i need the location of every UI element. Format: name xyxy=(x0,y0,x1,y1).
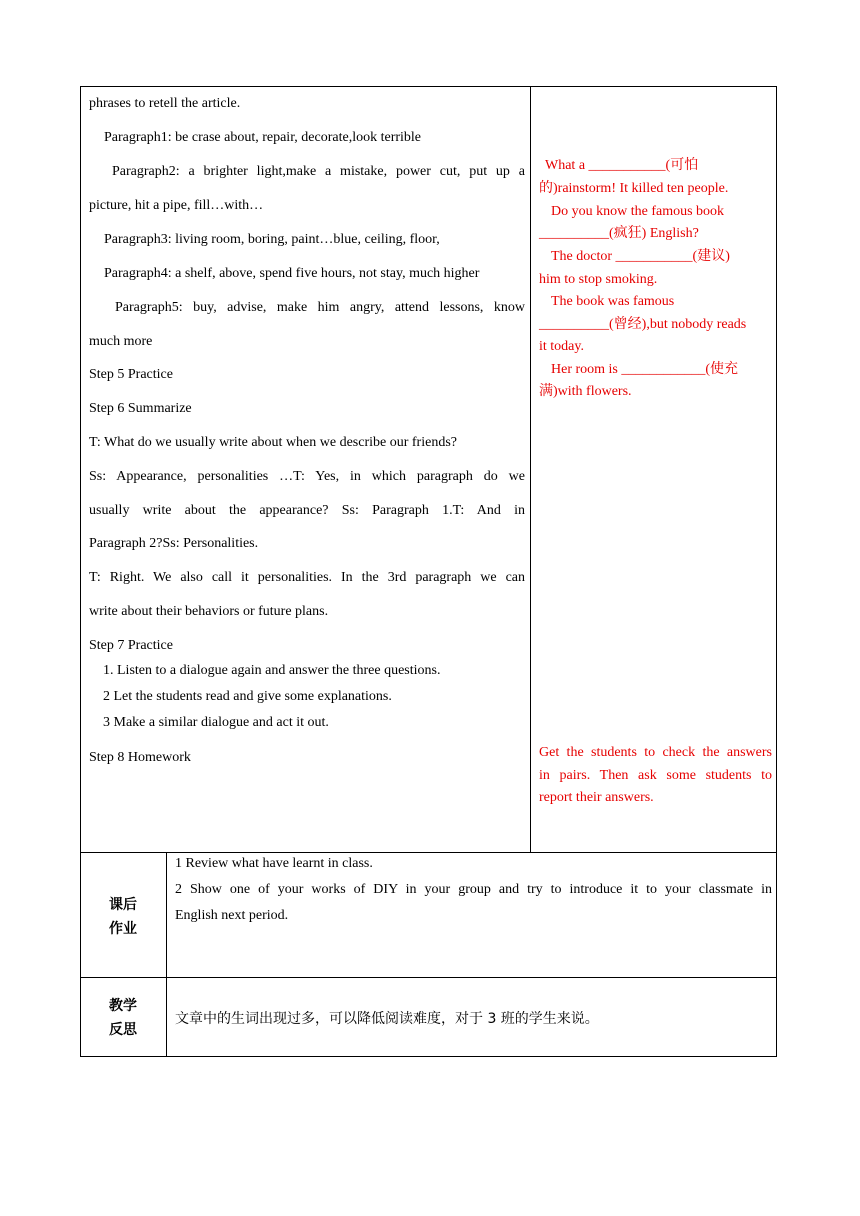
text-line: T: What do we usually write about when we describe our friends? xyxy=(89,435,457,450)
text-line: Paragraph 2?Ss: Personalities. xyxy=(89,536,259,551)
exercise-line: The book was famous xyxy=(551,294,675,309)
exercise-line: Her room is ____________(使充 xyxy=(551,362,739,377)
exercise-line: it today. xyxy=(539,339,584,354)
reflection-label-line: 教学 xyxy=(109,998,137,1014)
exercise-line: him to stop smoking. xyxy=(539,272,658,287)
exercise-line: Do you know the famous book xyxy=(551,204,725,219)
row-divider-1 xyxy=(80,852,777,853)
label-divider xyxy=(166,852,167,1057)
exercise-line: 的)rainstorm! It killed ten people. xyxy=(539,181,729,196)
teacher-note-line: in pairs. Then ask some students to xyxy=(539,768,772,783)
text-line: picture, hit a pipe, fill…with… xyxy=(89,198,264,213)
text-line: T: Right. We also call it personalities. In the 3rd paragraph we can xyxy=(89,570,525,585)
column-divider xyxy=(530,86,531,853)
text-line: Ss: Appearance, personalities …T: Yes, in which paragraph do we xyxy=(89,469,525,484)
homework-label-line: 课后 xyxy=(109,897,137,913)
step-heading: Step 7 Practice xyxy=(89,638,173,653)
exercise-line: What a ___________(可怕 xyxy=(545,158,699,173)
row-divider-2 xyxy=(80,977,777,978)
exercise-line: 满)with flowers. xyxy=(539,384,632,399)
text-line: much more xyxy=(89,334,153,349)
step-heading: Step 5 Practice xyxy=(89,367,173,382)
list-item: 3 Make a similar dialogue and act it out. xyxy=(103,715,329,730)
list-item: 1. Listen to a dialogue again and answer the three questions. xyxy=(103,663,441,678)
homework-line: English next period. xyxy=(175,908,289,923)
reflection-label xyxy=(80,994,166,1042)
reflection-text: 文章中的生词出现过多，可以降低阅读难度，对于 3 班的学生来说。 xyxy=(175,1011,599,1027)
reflection-label-line: 反思 xyxy=(109,1022,137,1038)
text-line: Paragraph3: living room, boring, paint…blue, ceiling, floor, xyxy=(104,232,440,247)
homework-line: 1 Review what have learnt in class. xyxy=(175,856,373,871)
step-heading: Step 6 Summarize xyxy=(89,401,192,416)
text-line: write about their behaviors or future plans. xyxy=(89,604,329,619)
list-item: 2 Let the students read and give some explanations. xyxy=(103,689,392,704)
teacher-note-line: report their answers. xyxy=(539,790,654,805)
teacher-note-line: Get the students to check the answers xyxy=(539,745,772,760)
homework-label xyxy=(80,893,166,941)
exercise-line: __________(曾经),but nobody reads xyxy=(539,317,747,332)
homework-label-line: 作业 xyxy=(109,921,137,937)
homework-line: 2 Show one of your works of DIY in your group and try to introduce it to your classmate in xyxy=(175,882,772,897)
text-line: Paragraph5: buy, advise, make him angry, attend lessons, know xyxy=(115,300,525,315)
exercise-line: The doctor ___________(建议) xyxy=(551,249,730,264)
exercise-line: __________(疯狂) English? xyxy=(539,226,699,241)
text-line: Paragraph4: a shelf, above, spend five hours, not stay, much higher xyxy=(104,266,480,281)
text-line: Paragraph2: a brighter light,make a mistake, power cut, put up a xyxy=(112,164,525,179)
text-line: usually write about the appearance? Ss: Paragraph 1.T: And in xyxy=(89,503,525,518)
step-heading: Step 8 Homework xyxy=(89,750,191,765)
text-line: phrases to retell the article. xyxy=(89,96,241,111)
text-line: Paragraph1: be crase about, repair, decorate,look terrible xyxy=(104,130,422,145)
